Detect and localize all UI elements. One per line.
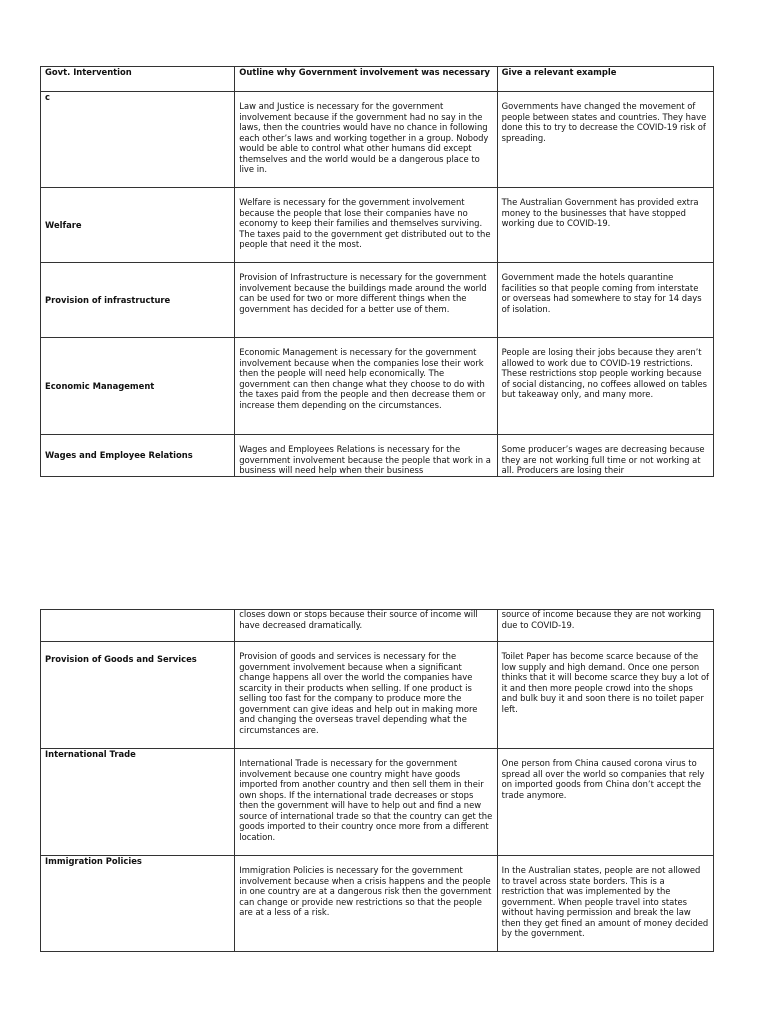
row-label-welfare: Welfare — [41, 188, 235, 263]
row-label-infrastructure: Provision of infrastructure — [41, 263, 235, 338]
row-label-law-and-justice: c — [41, 92, 235, 188]
row-label-international-trade: International Trade — [41, 749, 235, 856]
row-label-wages: Wages and Employee Relations — [41, 435, 235, 477]
intervention-table-page2 — [40, 609, 714, 952]
table-row — [41, 642, 714, 749]
row-reason-cell: Provision of goods and services is necessary for the government involvement because when a significant change happens all over the world the companies have scarcity in their products when selling. If one product is selling too fast for the company to produce more the government can give ideas and help out in making more and changing the overseas travel depending what the circumstances are. — [235, 642, 497, 749]
row-reason-cell: Provision of Infrastructure is necessary for the government involvement because the buildings made around the world can be used for two or more different things when the government has decided for a better use of them. — [235, 263, 497, 338]
row-example-cell: Toilet Paper has become scarce because of the low supply and high demand. Once one person thinks that it will become scarce they buy a lot of it and then more people crowd into the shops and bulk buy it and soon there is no toilet paper left. — [497, 642, 713, 749]
continuation-reason-cell — [235, 610, 497, 642]
table-row — [41, 263, 714, 338]
row-label-economic-management: Economic Management — [41, 338, 235, 435]
row-reason-cell: International Trade is necessary for the government involvement because one country might have goods imported from another country and then sell them in their own shops. If the international trade decreases or stops then the government will have to help out and find a new source of international trade so that the country can get the goods imported to their country once more from a different location. — [235, 749, 497, 856]
row-example-cell: The Australian Government has provided extra money to the businesses that have stopped working due to COVID-19. — [497, 188, 713, 263]
row-reason-cell — [235, 435, 497, 477]
row-reason-text: Wages and Employees Relations is necessary for the government involvement because the people that work in a business will need help when their business — [239, 444, 491, 475]
row-example-cell: People are losing their jobs because they aren’t allowed to work due to COVID-19 restrictions. These restrictions stop people working because of social distancing, no coffees allowed on tables but takeaway only, and many more. — [497, 338, 713, 435]
row-example-cell: One person from China caused corona virus to spread all over the world so companies that rely on imported goods from China don’t accept the trade anymore. — [497, 749, 713, 856]
row-reason-cell: Law and Justice is necessary for the government involvement because if the government had no say in the laws, then the countries would have no chance in following each other’s laws and working together in a group. Nobody would be able to control what other humans did except themselves and the world would be a dangerous place to live in. — [235, 92, 497, 188]
continuation-reason-text: closes down or stops because their source of income will have decreased dramatically. — [239, 609, 478, 630]
continuation-example-text: source of income because they are not working due to COVID-19. — [501, 609, 702, 630]
table-row — [41, 435, 714, 477]
row-example-cell: In the Australian states, people are not allowed to travel across state borders. This is a restriction that was implemented by the government. When people travel into states without having permission and break the law then they get fined an amount of money decided by the government. — [497, 856, 713, 952]
table-row — [41, 856, 714, 952]
table-row — [41, 188, 714, 263]
row-example-cell: Governments have changed the movement of people between states and countries. They have done this to try to decrease the COVID-19 risk of spreading. — [497, 92, 713, 188]
row-example-cell — [497, 435, 713, 477]
row-example-cell: Government made the hotels quarantine facilities so that people coming from interstate or overseas had somewhere to stay for 14 days of isolation. — [497, 263, 713, 338]
header-relevant-example: Give a relevant example — [497, 67, 713, 92]
table-row — [41, 338, 714, 435]
table-row — [41, 749, 714, 856]
table-header-row — [41, 67, 714, 92]
row-reason-cell: Immigration Policies is necessary for the government involvement because when a crisis happens and the people in one country are at a dangerous risk then the government can change or provide new restrictions so that the people are at a less of a risk. — [235, 856, 497, 952]
continuation-example-cell — [497, 610, 713, 642]
row-label-immigration-policies: Immigration Policies — [41, 856, 235, 952]
header-outline-why: Outline why Government involvement was necessary — [235, 67, 497, 92]
row-label-goods-and-services: Provision of Goods and Services — [41, 642, 235, 749]
table-row-continuation — [41, 610, 714, 642]
row-reason-cell: Welfare is necessary for the government involvement because the people that lose their companies have no economy to keep their families and themselves surviving. The taxes paid to the government get distributed out to the people that need it the most. — [235, 188, 497, 263]
row-reason-cell: Economic Management is necessary for the government involvement because when the companies lose their work then the people will need help economically. The government can then change what they choose to do with the taxes paid from the people and then decrease them or increase them depending on the circumstances. — [235, 338, 497, 435]
table-row — [41, 92, 714, 188]
continuation-label-cell — [41, 610, 235, 642]
row-example-text: Some producer’s wages are decreasing because they are not working full time or not working at all. Producers are losing their — [501, 444, 705, 475]
intervention-table-page1 — [40, 66, 714, 477]
header-govt-intervention: Govt. Intervention — [41, 67, 235, 92]
